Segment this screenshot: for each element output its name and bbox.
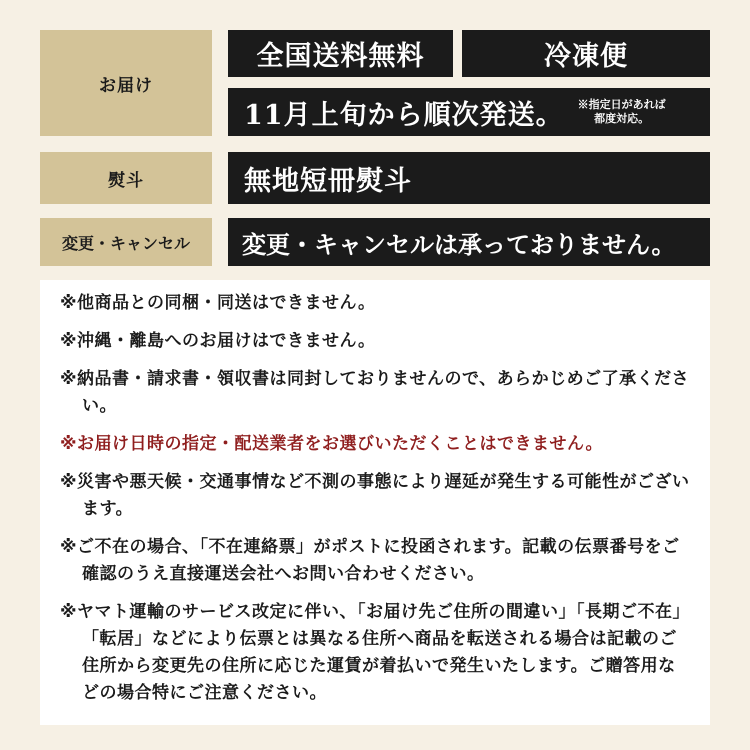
schedule-note-line2: 都度対応。 [594,112,650,125]
note-item: ※お届け日時の指定・配送業者をお選びいただくことはできません。 [60,434,604,454]
frozen-badge [462,30,710,77]
noshi-box [228,152,710,204]
change-cancel-label: 変更・キャンセル [40,218,212,266]
change-cancel-box [228,218,710,266]
free-shipping-text: 全国送料無料 [256,41,425,72]
schedule-note-line1: ※指定日があれば [577,98,666,111]
note-item: ※ヤマト運輸のサービス改定に伴い、「お届け先ご住所の間違い」「長期ご不在」「転居」などにより伝票とは異なる住所へ商品を転送される場合は記載のご住所から変更先の住所に応じた運賃が着払いで発生いたします。ご贈答用などの場合特にご注意ください。 [60,602,691,703]
change-cancel-text: 変更・キャンセルは承っておりません。 [242,229,676,259]
note-item: ※ご不在の場合、「不在連絡票」がポストに投函されます。記載の伝票番号をご確認のうえ直接運送会社へお問い合わせください。 [60,537,680,584]
frozen-text: 冷凍便 [544,41,628,72]
noshi-label: 熨斗 [40,152,212,204]
noshi-text: 無地短冊熨斗 [244,165,412,197]
free-shipping-badge [228,30,453,77]
note-item: ※沖縄・離島へのお届けはできません。 [60,331,376,351]
schedule-note [578,98,666,126]
note-item: ※他商品との同梱・同送はできません。 [60,293,376,313]
note-item: ※災害や悪天候・交通事情など不測の事態により遅延が発生する可能性がございます。 [60,472,690,519]
note-item: ※納品書・請求書・領収書は同封しておりませんので、あらかじめご了承ください。 [60,369,690,416]
shipping-schedule-text: 11月上旬から順次発送。 [244,99,564,131]
notes-panel [40,280,710,725]
delivery-label: お届け [40,30,212,136]
shipping-schedule-box [228,88,710,136]
